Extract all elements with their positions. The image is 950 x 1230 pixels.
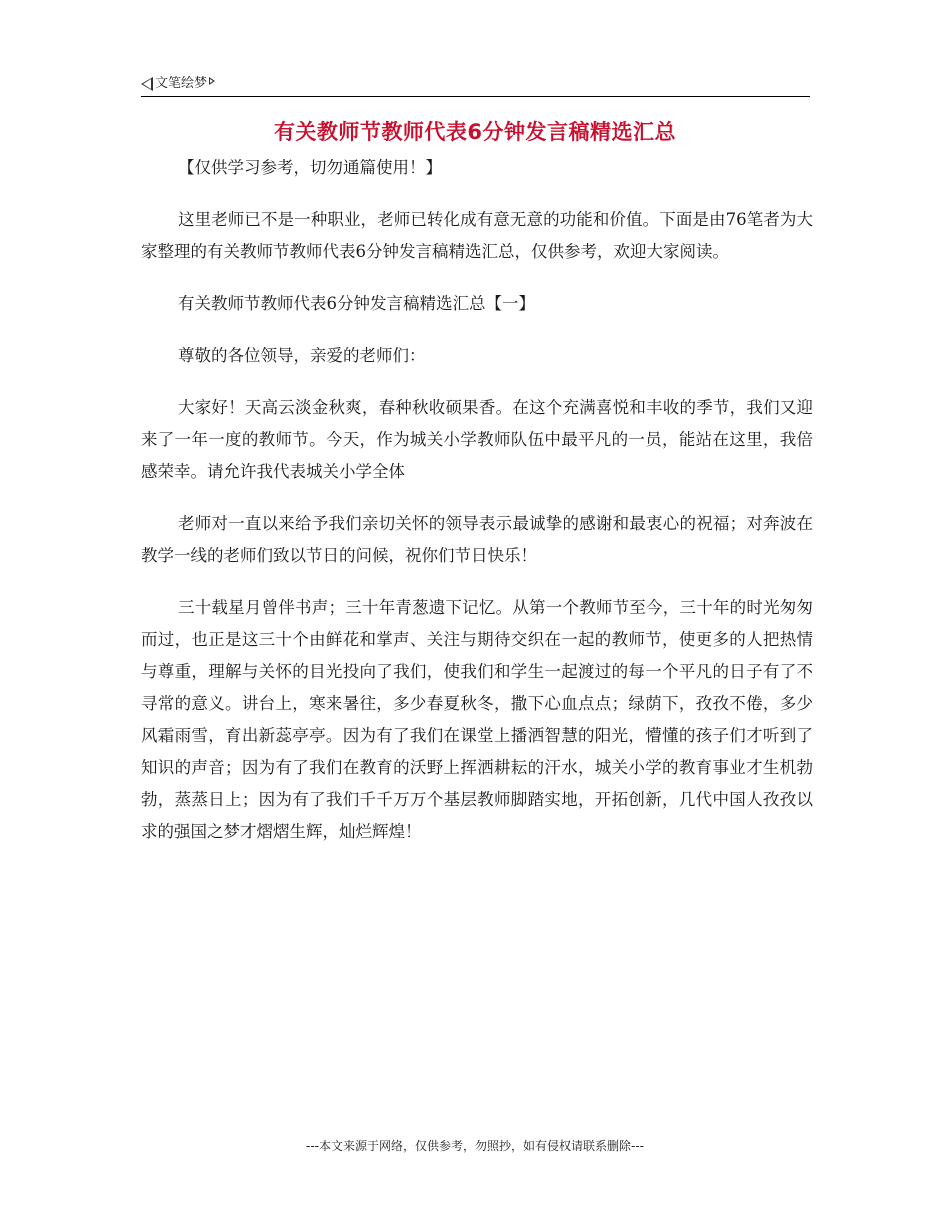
document-title: 有关教师节教师代表6分钟发言稿精选汇总 xyxy=(273,120,677,144)
paragraph: 尊敬的各位领导，亲爱的老师们： xyxy=(178,346,426,365)
usage-notice: 【仅供学习参考，切勿通篇使用！】 xyxy=(178,158,442,177)
document-body xyxy=(141,152,813,868)
paragraph: 有关教师节教师代表6分钟发言稿精选汇总【一】 xyxy=(178,294,535,313)
footer-disclaimer: ---本文来源于网络，仅供参考，勿照抄，如有侵权请联系删除--- xyxy=(306,1139,644,1153)
paragraph: 这里老师已不是一种职业，老师已转化成有意无意的功能和价值。下面是由76笔者为大家整理的有关教师节教师代表6分钟发言稿精选汇总，仅供参考，欢迎大家阅读。 xyxy=(141,210,813,261)
brand-name: 文笔绘梦 xyxy=(155,76,208,91)
paragraph: 老师对一直以来给予我们亲切关怀的领导表示最诚挚的感谢和最衷心的祝福；对奔波在教学一线的老师们致以节日的问候，祝你们节日快乐！ xyxy=(141,514,813,565)
right-triangle-icon xyxy=(209,77,215,85)
left-triangle-icon xyxy=(141,77,153,91)
paragraph: 大家好！天高云淡金秋爽，春种秋收硕果香。在这个充满喜悦和丰收的季节，我们又迎来了一年一度的教师节。今天，作为城关小学教师队伍中最平凡的一员，能站在这里，我倍感荣幸。请允许我代表城关小学全体 xyxy=(141,398,813,481)
paragraph: 三十载星月曾伴书声；三十年青葱遗下记忆。从第一个教师节至今，三十年的时光匆匆而过，也正是这三十个由鲜花和掌声、关注与期待交织在一起的教师节，使更多的人把热情与尊重，理解与关怀的目光投向了我们，使我们和学生一起渡过的每一个平凡的日子有了不寻常的意义。讲台上，寒来暑往，多少春夏秋冬，撒下心血点点；绿荫下，孜孜不倦，多少风霜雨雪，育出新蕊亭亭。因为有了我们在课堂上播洒智慧的阳光，懵懂的孩子们才听到了知识的声音；因为有了我们在教育的沃野上挥洒耕耘的汗水，城关小学的教育事业才生机勃勃，蒸蒸日上；因为有了我们千千万万个基层教师脚踏实地，开拓创新，几代中国人孜孜以求的强国之梦才熠熠生辉，灿烂辉煌！ xyxy=(141,598,813,841)
header-brand xyxy=(141,74,215,94)
page-header xyxy=(141,74,810,97)
